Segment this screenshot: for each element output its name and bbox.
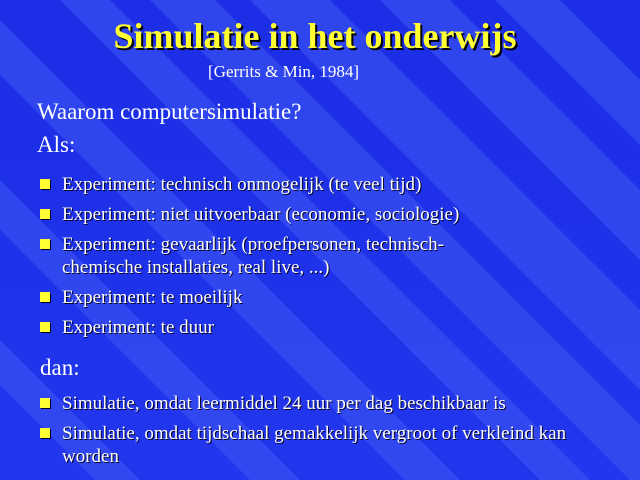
list-item (40, 233, 510, 279)
consequences-list (40, 392, 580, 468)
question-heading: Waarom computersimulatie? (37, 99, 302, 124)
list-item (40, 316, 510, 339)
consequence-text: Simulatie, omdat tijdschaal gemakkelijk vergroot of verkleind kan worden (62, 423, 567, 467)
list-item (40, 203, 510, 226)
condition-label: Als: (37, 132, 76, 157)
condition-text: Experiment: technisch onmogelijk (te veel tijd) (62, 174, 422, 195)
list-item (40, 286, 510, 309)
yellow-square-bullet-icon (40, 209, 50, 219)
slide-title: Simulatie in het onderwijs (113, 16, 517, 56)
condition-text: Experiment: gevaarlijk (proefpersonen, technisch-chemische installaties, real live, ...) (62, 234, 444, 278)
list-item (40, 173, 510, 196)
condition-text: Experiment: te duur (62, 317, 214, 338)
condition-text: Experiment: te moeilijk (62, 287, 243, 308)
list-item (40, 422, 580, 468)
list-item (40, 392, 580, 415)
yellow-square-bullet-icon (40, 239, 50, 249)
consequence-text: Simulatie, omdat leermiddel 24 uur per dag beschikbaar is (62, 393, 506, 414)
yellow-square-bullet-icon (40, 292, 50, 302)
consequence-label: dan: (40, 355, 80, 380)
yellow-square-bullet-icon (40, 428, 50, 438)
yellow-square-bullet-icon (40, 398, 50, 408)
yellow-square-bullet-icon (40, 179, 50, 189)
yellow-square-bullet-icon (40, 322, 50, 332)
citation: [Gerrits & Min, 1984] (208, 62, 360, 81)
conditions-list (40, 173, 510, 339)
condition-text: Experiment: niet uitvoerbaar (economie, sociologie) (62, 204, 460, 225)
